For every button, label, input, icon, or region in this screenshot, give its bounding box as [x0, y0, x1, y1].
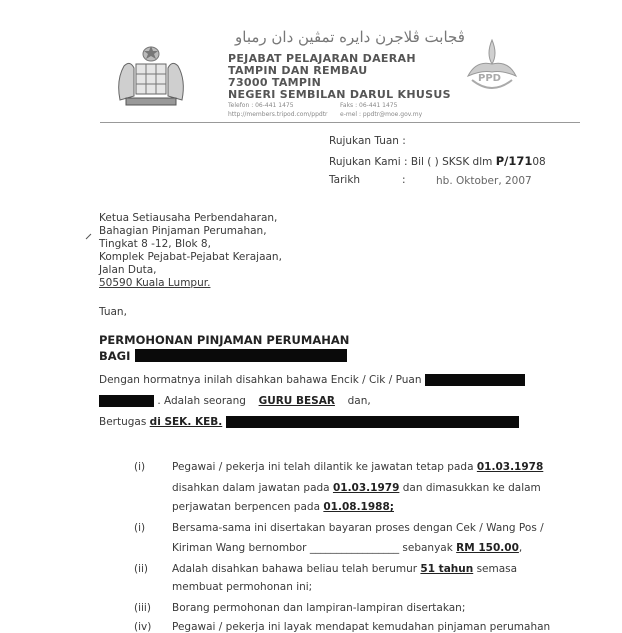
paragraph-line3	[99, 416, 519, 428]
ref-tarikh-value: hb. Oktober, 2007	[436, 175, 532, 187]
ref-kami-tail: 08	[532, 156, 546, 168]
header-web: http://members.tripod.com/ppdtr	[228, 111, 328, 118]
header-line4: NEGERI SEMBILAN DARUL KHUSUS	[228, 88, 451, 101]
item-line	[172, 602, 465, 614]
item-text: perjawatan berpencen pada	[172, 501, 321, 513]
age-value: 51 tahun	[420, 563, 474, 575]
school-name: di SEK. KEB.	[149, 416, 223, 428]
ref-tarikh-colon: :	[402, 174, 406, 186]
address-line: Jalan Duta,	[99, 264, 157, 276]
header-line2: TAMPIN DAN REMBAU	[228, 64, 368, 77]
subject-bagi: BAGI	[99, 349, 131, 363]
item-line	[172, 501, 394, 513]
item-text: Borang permohonan dan lampiran-lampiran disertakan;	[172, 602, 466, 614]
item-line	[172, 482, 541, 494]
header-email: e-mel : ppdtr@moe.gov.my	[340, 111, 423, 118]
paragraph-text: . Adalah seorang	[157, 395, 246, 407]
item-text: Pegawai / pekerja ini layak mendapat kemudahan pinjaman perumahan	[172, 621, 551, 633]
item-text: Bersama-sama ini disertakan bayaran proses dengan Cek / Wang Pos /	[172, 522, 544, 534]
item-text: dan dimasukkan ke dalam	[402, 482, 541, 494]
ref-tarikh-label: Tarikh	[329, 174, 361, 186]
header-tel: Telefon : 06-441 1475	[228, 102, 294, 109]
item-date: 01.03.1978	[476, 461, 544, 473]
coat-of-arms-logo	[112, 40, 190, 110]
header-line3: 73000 TAMPIN	[228, 76, 322, 89]
paragraph-text: Bertugas	[99, 416, 147, 428]
item-text: disahkan dalam jawatan pada	[172, 482, 330, 494]
paragraph-text: dan,	[347, 395, 371, 407]
item-text: Pegawai / pekerja ini telah dilantik ke jawatan tetap pada	[172, 461, 474, 473]
paragraph-line1	[99, 374, 525, 386]
ppd-logo	[462, 36, 522, 102]
blank-field: _________________	[309, 542, 400, 554]
redaction-bar	[135, 349, 347, 362]
item-number: (i)	[134, 522, 146, 534]
margin-tick-mark	[86, 234, 92, 240]
item-line	[172, 522, 544, 534]
address-line: Tingkat 8 -12, Blok 8,	[99, 238, 211, 250]
paragraph-text: Dengan hormatnya inilah disahkan bahawa Encik / Cik / Puan	[99, 374, 422, 386]
item-line	[172, 461, 543, 473]
header-jawi: ڤجابت ڤلاجرن دايره تمڤين دان رمباو	[235, 28, 465, 46]
header-rule	[100, 122, 580, 123]
item-line	[172, 542, 522, 554]
redaction-bar	[425, 374, 525, 386]
item-line	[172, 621, 550, 633]
item-line	[172, 563, 517, 575]
item-number: (i)	[134, 461, 146, 473]
item-line	[172, 581, 312, 593]
item-text: semasa	[476, 563, 518, 575]
ref-kami-label: Rujukan Kami : Bil ( ) SKSK dlm	[329, 156, 493, 168]
item-text: Kiriman Wang bernombor	[172, 542, 307, 554]
item-number: (iii)	[134, 602, 151, 614]
header-faks: Faks : 06-441 1475	[340, 102, 398, 109]
header-line1: PEJABAT PELAJARAN DAERAH	[228, 52, 416, 65]
item-date: 01.08.1988;	[323, 501, 394, 513]
item-number: (iv)	[134, 621, 152, 633]
paragraph-line2	[99, 395, 371, 407]
item-text: sebanyak	[402, 542, 453, 554]
ref-kami-num: P/171	[495, 154, 533, 168]
address-line: Bahagian Pinjaman Perumahan,	[99, 225, 267, 237]
salutation: Tuan,	[99, 306, 127, 318]
subject-line2	[99, 345, 347, 364]
item-date: 01.03.1979	[332, 482, 400, 494]
redaction-bar	[226, 416, 519, 428]
ref-kami	[329, 154, 546, 168]
address-line: Ketua Setiausaha Perbendaharan,	[99, 212, 278, 224]
item-text: ,	[518, 542, 523, 554]
subject-line1: PERMOHONAN PINJAMAN PERUMAHAN	[99, 333, 350, 347]
item-text: Adalah disahkan bahawa beliau telah berumur	[172, 563, 418, 575]
redaction-bar	[99, 395, 154, 407]
address-line: 50590 Kuala Lumpur.	[99, 277, 211, 289]
ppd-logo-text: PPD	[478, 73, 501, 84]
item-number: (ii)	[134, 563, 149, 575]
address-line: Komplek Pejabat-Pejabat Kerajaan,	[99, 251, 282, 263]
payment-amount: RM 150.00	[456, 542, 519, 554]
job-title: GURU BESAR	[258, 395, 335, 407]
item-text: membuat permohonan ini;	[172, 581, 313, 593]
ref-tuan: Rujukan Tuan :	[329, 135, 406, 147]
